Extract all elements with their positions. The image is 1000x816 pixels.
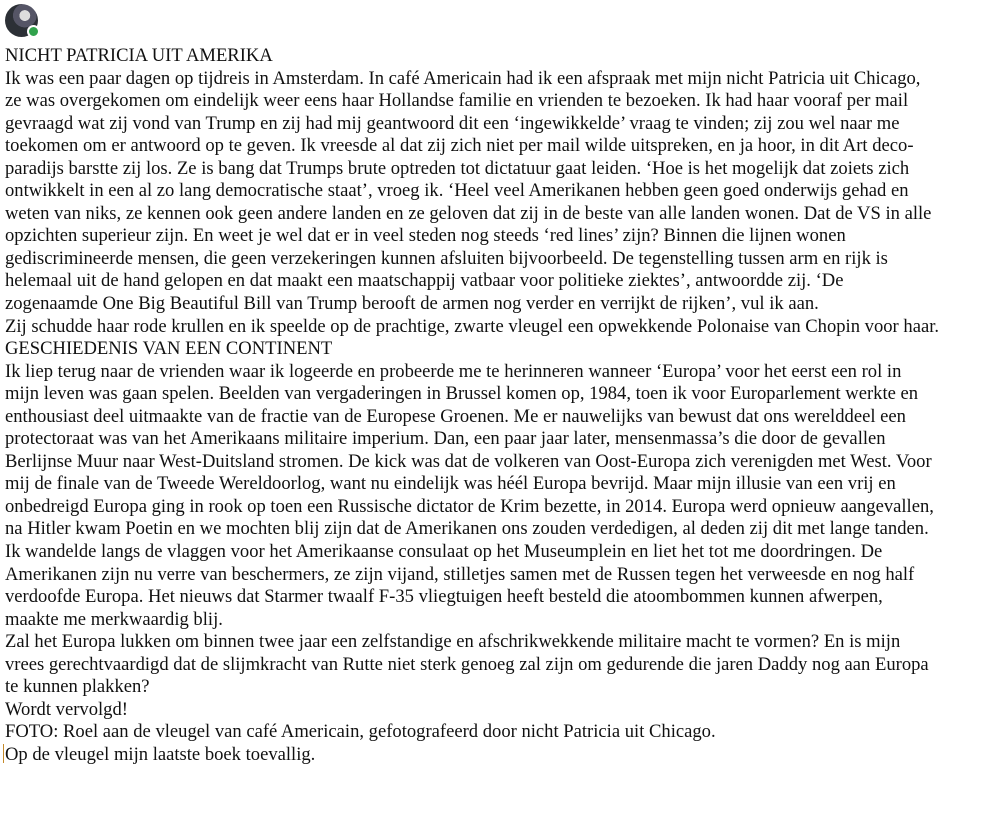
text-line: na Hitler kwam Poetin en we mochten blij zijn dat de Amerikanen ons zouden verdedigen, al deden zij dit met lange tanden.: [5, 518, 929, 540]
text-line: Zal het Europa lukken om binnen twee jaar een zelfstandige en afschrikwekkende militaire macht te vormen? En is mijn: [5, 631, 901, 653]
text-line: zogenaamde One Big Beautiful Bill van Trump berooft de armen nog verder en verrijkt de rijken’, vul ik aan.: [5, 293, 819, 315]
text-line: Amerikanen zijn nu verre van beschermers, ze zijn vijand, stilletjes samen met de Russen tegen het verweesde en nog half: [5, 563, 915, 585]
text-line: mij de finale van de Tweede Wereldoorlog, want nu eindelijk was héél Europa bevrijd. Maar mijn illusie van een vrij en: [5, 473, 896, 495]
text-line: protectoraat was van het Amerikaans militaire imperium. Dan, een paar jaar later, mensenmassa’s die door de gevallen: [5, 428, 886, 450]
photo-caption: FOTO: Roel aan de vleugel van café Americain, gefotografeerd door nicht Patricia uit Chicago.: [5, 721, 716, 743]
heading-geschiedenis: GESCHIEDENIS VAN EEN CONTINENT: [5, 338, 333, 360]
text-line: vrees gerechtvaardigd dat de slijmkracht van Rutte niet sterk genoeg zal zijn om gedurende die jaren Daddy nog aan Europa: [5, 653, 929, 675]
text-line: opzichten superieur zijn. En weet je wel dat er in veel steden nog steeds ‘red lines’ zijn? Binnen die lijnen wonen: [5, 225, 846, 247]
last-line-text: Op de vleugel mijn laatste boek toevallig.: [5, 743, 316, 765]
text-line: Ik wandelde langs de vlaggen voor het Amerikaanse consulaat op het Museumplein en liet het tot me doordringen. De: [5, 541, 883, 563]
text-line: enthousiast deel uitmaakte van de fractie van de Europese Groenen. Me er nauwelijks van bewust dat ons werelddeel een: [5, 405, 906, 427]
author-avatar[interactable]: [5, 4, 38, 37]
text-line: ze was overgekomen om eindelijk weer eens haar Hollandse familie en vrienden te bezoeken. Ik had haar vooraf per mail: [5, 90, 909, 112]
post-text[interactable]: [5, 45, 1000, 767]
heading-nicht-patricia: NICHT PATRICIA UIT AMERIKA: [5, 45, 273, 66]
text-line: helemaal uit de hand gelopen en dat maakt een maatschappij vatbaar voor politieke ziektes’, antwoordde zij. ‘De: [5, 270, 844, 292]
online-status-indicator: [27, 25, 40, 38]
text-line: weten van niks, ze kennen ook geen andere landen en ze geloven dat zij in de beste van alle landen wonen. Dat de VS in alle: [5, 202, 932, 224]
text-line: toekomen om er antwoord op te geven. Ik vreesde al dat zij zich niet per mail wilde uitspreken, en ja hoor, in dit Art deco-: [5, 135, 914, 157]
text-line: gediscrimineerde mensen, die geen verzekeringen kunnen afsluiten bijvoorbeeld. De tegenstelling tussen arm en rijk is: [5, 247, 888, 269]
text-line: te kunnen plakken?: [5, 676, 150, 698]
text-line: onbedreigd Europa ging in rook op toen een Russische dictator de Krim bezette, in 2014. Europa werd opnieuw aangevallen,: [5, 495, 934, 517]
text-line: Ik was een paar dagen op tijdreis in Amsterdam. In café Americain had ik een afspraak met mijn nicht Patricia uit Chicago,: [5, 67, 921, 89]
text-line: paradijs barstte zij los. Ze is bang dat Trumps brute optreden tot dictatuur gaat leiden. ‘Hoe is het mogelijk dat zoiets zich: [5, 157, 910, 179]
last-line: [5, 744, 1000, 767]
text-line: Zij schudde haar rode krullen en ik speelde op de prachtige, zwarte vleugel een opwekkende Polonaise van Chopin voor haar.: [5, 315, 940, 337]
text-cursor: [3, 744, 4, 763]
text-line: Berlijnse Muur naar West-Duitsland stromen. De kick was dat de volkeren van Oost-Europa zich verenigden met West. Voor: [5, 450, 932, 472]
text-line: Ik liep terug naar de vrienden waar ik logeerde en probeerde me te herinneren wanneer ‘Europa’ voor het eerst een rol in: [5, 360, 902, 382]
text-line: mijn leven was gaan spelen. Beelden van vergaderingen in Brussel komen op, 1984, toen ik voor Europarlement werkte en: [5, 383, 919, 405]
text-line: gevraagd wat zij vond van Trump en zij had mij geantwoord dit een ‘ingewikkelde’ vraag te vinden; zij zou wel naar me: [5, 112, 900, 134]
text-line: maakte me merkwaardig blij.: [5, 608, 223, 630]
text-line: Wordt vervolgd!: [5, 698, 128, 720]
text-line: verdoofde Europa. Het nieuws dat Starmer twaalf F-35 vliegtuigen heeft besteld die atoombommen kunnen afwerpen,: [5, 586, 883, 608]
text-line: ontwikkelt in een al zo lang democratische staat’, vroeg ik. ‘Heel veel Amerikanen hebben geen goed onderwijs gehad en: [5, 180, 909, 202]
